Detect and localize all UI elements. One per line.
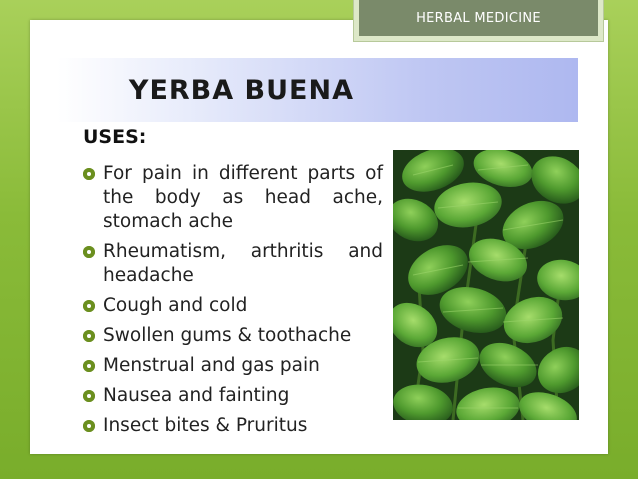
uses-list bbox=[83, 162, 383, 444]
list-item-text: Nausea and fainting bbox=[103, 385, 290, 406]
header-tab bbox=[353, 0, 604, 42]
list-item bbox=[83, 162, 383, 234]
uses-heading: USES: bbox=[83, 126, 147, 148]
list-item bbox=[83, 240, 383, 288]
list-item-text: For pain in different parts of the body as head ache, stomach ache bbox=[103, 163, 383, 232]
yerba-buena-photo bbox=[393, 150, 579, 420]
circle-bullet-icon bbox=[83, 330, 95, 342]
list-item bbox=[83, 414, 383, 438]
list-item bbox=[83, 354, 383, 378]
circle-bullet-icon bbox=[83, 246, 95, 258]
header-tab-label: HERBAL MEDICINE bbox=[359, 0, 598, 36]
circle-bullet-icon bbox=[83, 168, 95, 180]
list-item-text: Rheumatism, arthritis and headache bbox=[103, 241, 383, 286]
list-item-text: Menstrual and gas pain bbox=[103, 355, 320, 376]
list-item bbox=[83, 324, 383, 348]
circle-bullet-icon bbox=[83, 360, 95, 372]
list-item bbox=[83, 384, 383, 408]
list-item-text: Insect bites & Pruritus bbox=[103, 415, 308, 436]
page-title: YERBA BUENA bbox=[128, 74, 354, 106]
list-item-text: Swollen gums & toothache bbox=[103, 325, 352, 346]
circle-bullet-icon bbox=[83, 300, 95, 312]
circle-bullet-icon bbox=[83, 420, 95, 432]
circle-bullet-icon bbox=[83, 390, 95, 402]
list-item-text: Cough and cold bbox=[103, 295, 248, 316]
list-item bbox=[83, 294, 383, 318]
